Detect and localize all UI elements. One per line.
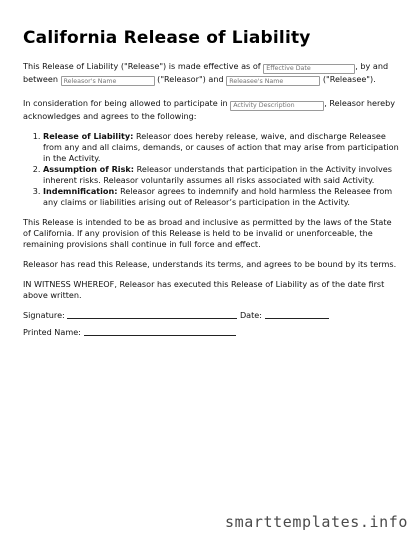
consideration-text-1: In consideration for being allowed to participate in <box>23 98 228 108</box>
date-line[interactable] <box>265 310 329 319</box>
effective-date-field[interactable] <box>263 64 355 74</box>
date-label: Date: <box>239 309 263 320</box>
releasor-name-field[interactable] <box>61 76 155 86</box>
printed-name-row <box>23 327 399 338</box>
consideration-paragraph <box>23 98 399 122</box>
clause-text: Releasor agrees to indemnify and hold harmless the Releasee from any claims or liabilities arising out of Releasor’s participation in the Activity. <box>43 185 393 207</box>
clause-heading: Indemnification: <box>43 185 118 196</box>
printed-name-label: Printed Name: <box>23 326 81 337</box>
intro-text-3: ("Releasor") and <box>157 73 224 84</box>
clause-item <box>43 186 399 208</box>
intro-paragraph <box>23 61 399 86</box>
document-page <box>23 28 399 338</box>
consideration-text-2: , Releasor hereby acknowledges and agrees to the following: <box>23 98 396 121</box>
releasee-name-field[interactable] <box>226 76 320 86</box>
witness-paragraph: IN WITNESS WHEREOF, Releasor has executed this Release of Liability as of the date first above written. <box>23 278 385 300</box>
intro-text-2: , by and between <box>23 61 389 84</box>
broad-release-paragraph: This Release is intended to be as broad and inclusive as permitted by the laws of the State of California. If any provision of this Release is held to be invalid or unenforceable, the remaining provisions shall continue in full force and effect. <box>23 216 392 249</box>
clause-list <box>23 131 399 208</box>
document-title: California Release of Liability <box>23 28 311 48</box>
clause-heading: Assumption of Risk: <box>43 163 135 174</box>
watermark-text: smarttemplates.info <box>225 513 408 531</box>
clause-text: Releasor does hereby release, waive, and discharge Releasee from any and all claims, demands, or causes of action that may arise from participation in the Activity. <box>43 130 399 163</box>
signature-line[interactable] <box>67 310 237 319</box>
signature-row <box>23 310 399 321</box>
clause-text: Releasor understands that participation in the Activity involves inherent risks. Releasor voluntarily assumes all risks associated with said Activity. <box>43 163 392 185</box>
printed-name-line[interactable] <box>84 327 236 336</box>
activity-description-field[interactable] <box>230 101 324 111</box>
clause-item <box>43 164 399 186</box>
intro-text-4: ("Releasee"). <box>322 73 376 84</box>
clause-heading: Release of Liability: <box>43 130 134 141</box>
read-understand-paragraph: Releasor has read this Release, understands its terms, and agrees to be bound by its terms. <box>23 258 397 269</box>
signature-label: Signature: <box>23 309 65 320</box>
clause-item <box>43 131 399 164</box>
intro-text-1: This Release of Liability ("Release") is made effective as of <box>23 61 261 71</box>
